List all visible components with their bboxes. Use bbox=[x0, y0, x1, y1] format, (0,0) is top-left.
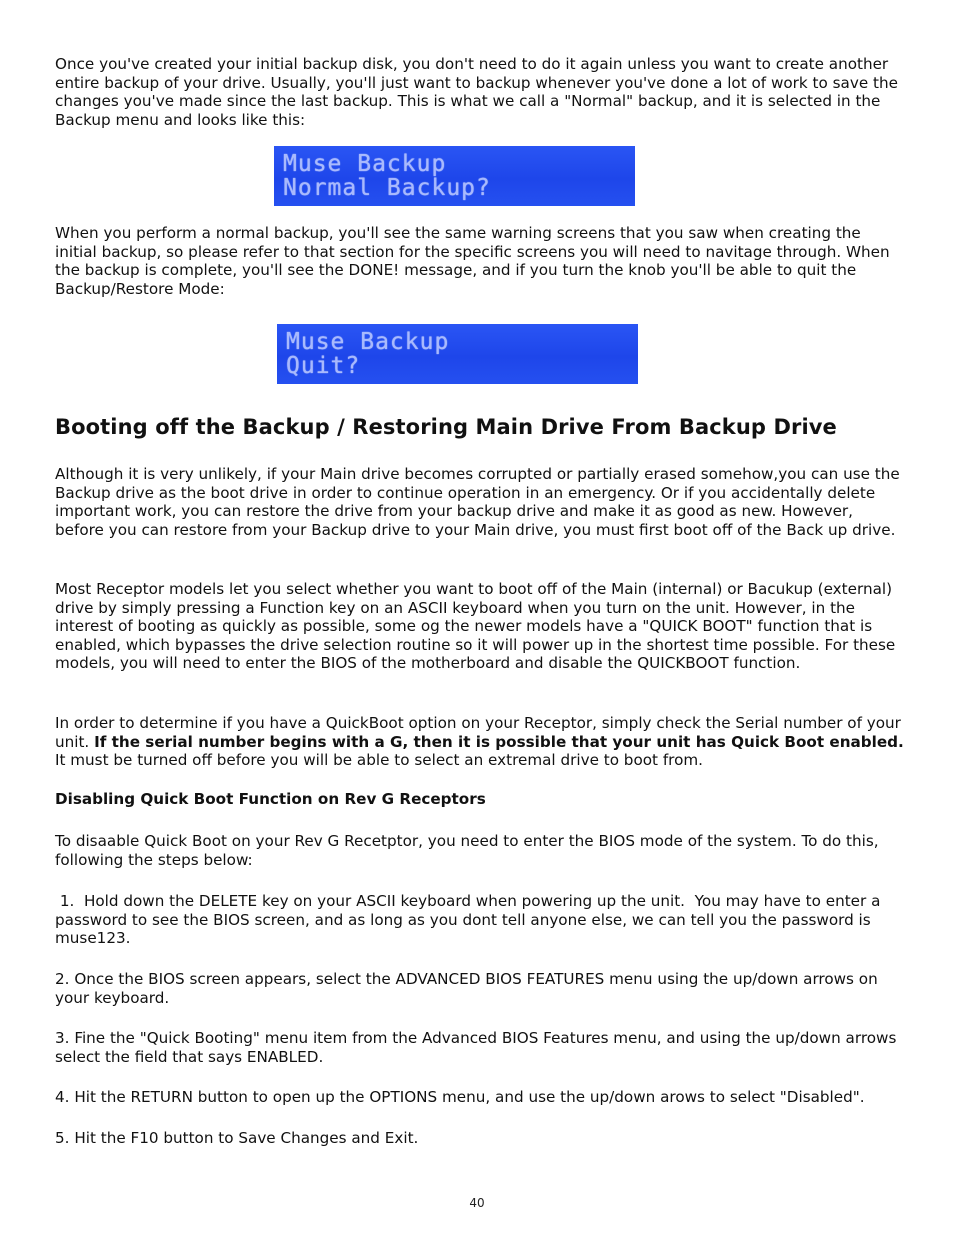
step-2: 2. Once the BIOS screen appears, select the ADVANCED BIOS FEATURES menu using the up/down arrows on your keyboard. bbox=[55, 970, 878, 1007]
section-heading: Booting off the Backup / Restoring Main Drive From Backup Drive bbox=[55, 415, 837, 439]
lcd-screen-quit bbox=[277, 324, 638, 384]
subsection-heading: Disabling Quick Boot Function on Rev G Receptors bbox=[55, 790, 486, 808]
lcd-screen-normal-backup bbox=[274, 146, 635, 206]
lcd-line-2: Normal Backup? bbox=[283, 175, 491, 201]
section-paragraph-serial-number bbox=[55, 714, 905, 770]
step-1: 1. Hold down the DELETE key on your ASCII keyboard when powering up the unit. You may have to enter a password to see the BIOS screen, and as long as you dont tell anyone else, we can tell you the password is muse123. bbox=[55, 892, 886, 948]
intro-paragraph-normal-backup: Once you've created your initial backup disk, you don't need to do it again unless you want to create another entire backup of your drive. Usually, you'll just want to backup whenever you've done a lot of work to save the changes you've made since the last backup. This is what we call a "Normal" backup, and it is selected in the Backup menu and looks like this: bbox=[55, 55, 898, 129]
section-paragraph-emergency: Although it is very unlikely, if your Main drive becomes corrupted or partially erased somehow,you can use the Backup drive as the boot drive in order to continue operation in an emergency. Or if you accidentally delete important work, you can restore the drive from your backup drive and make it as good as new. However, before you can restore from your Backup drive to your Main drive, you must first boot off of the Back up drive. bbox=[55, 465, 900, 539]
section-paragraph-quickboot: Most Receptor models let you select whether you want to boot off of the Main (internal) or Bacukup (external) drive by simply pressing a Function key on an ASCII keyboard when you turn on the unit. However, in the interest of booting as quickly as possible, some og the newer models have a "QUICK BOOT" function that is enabled, which bypasses the drive selection routine so it will power up in the shortest time possible. For these models, you will need to enter the BIOS of the motherboard and disable the QUICKBOOT function. bbox=[55, 580, 896, 673]
intro-paragraph-done-message: When you perform a normal backup, you'll see the same warning screens that you saw when creating the initial backup, so please refer to that section for the specific screens you will need to navitage through. When the backup is complete, you'll see the DONE! message, and if you turn the knob you'll be able to quit the Backup/Restore Mode: bbox=[55, 224, 890, 298]
step-3: 3. Fine the "Quick Booting" menu item from the Advanced BIOS Features menu, and using the up/down arrows select the field that says ENABLED. bbox=[55, 1029, 897, 1066]
step-5: 5. Hit the F10 button to Save Changes and Exit. bbox=[55, 1129, 419, 1147]
subsection-intro: To disaable Quick Boot on your Rev G Recetptor, you need to enter the BIOS mode of the system. To do this, following the steps below: bbox=[55, 832, 879, 869]
serial-text-end: It must be turned off before you will be able to select an extremal drive to boot from. bbox=[55, 751, 703, 770]
lcd-line-1: Muse Backup bbox=[286, 329, 450, 355]
lcd-line-1: Muse Backup bbox=[283, 151, 447, 177]
page-number: 40 bbox=[469, 1196, 485, 1210]
step-4: 4. Hit the RETURN button to open up the OPTIONS menu, and use the up/down arows to select "Disabled". bbox=[55, 1088, 865, 1106]
serial-text-start: In order to determine if you have a QuickBoot option on your Receptor, simply check the Serial number of your unit. bbox=[55, 714, 901, 751]
lcd-line-2: Quit? bbox=[286, 353, 361, 379]
serial-text-bold: If the serial number begins with a G, then it is possible that your unit has Quick Boot enabled. bbox=[94, 732, 904, 751]
